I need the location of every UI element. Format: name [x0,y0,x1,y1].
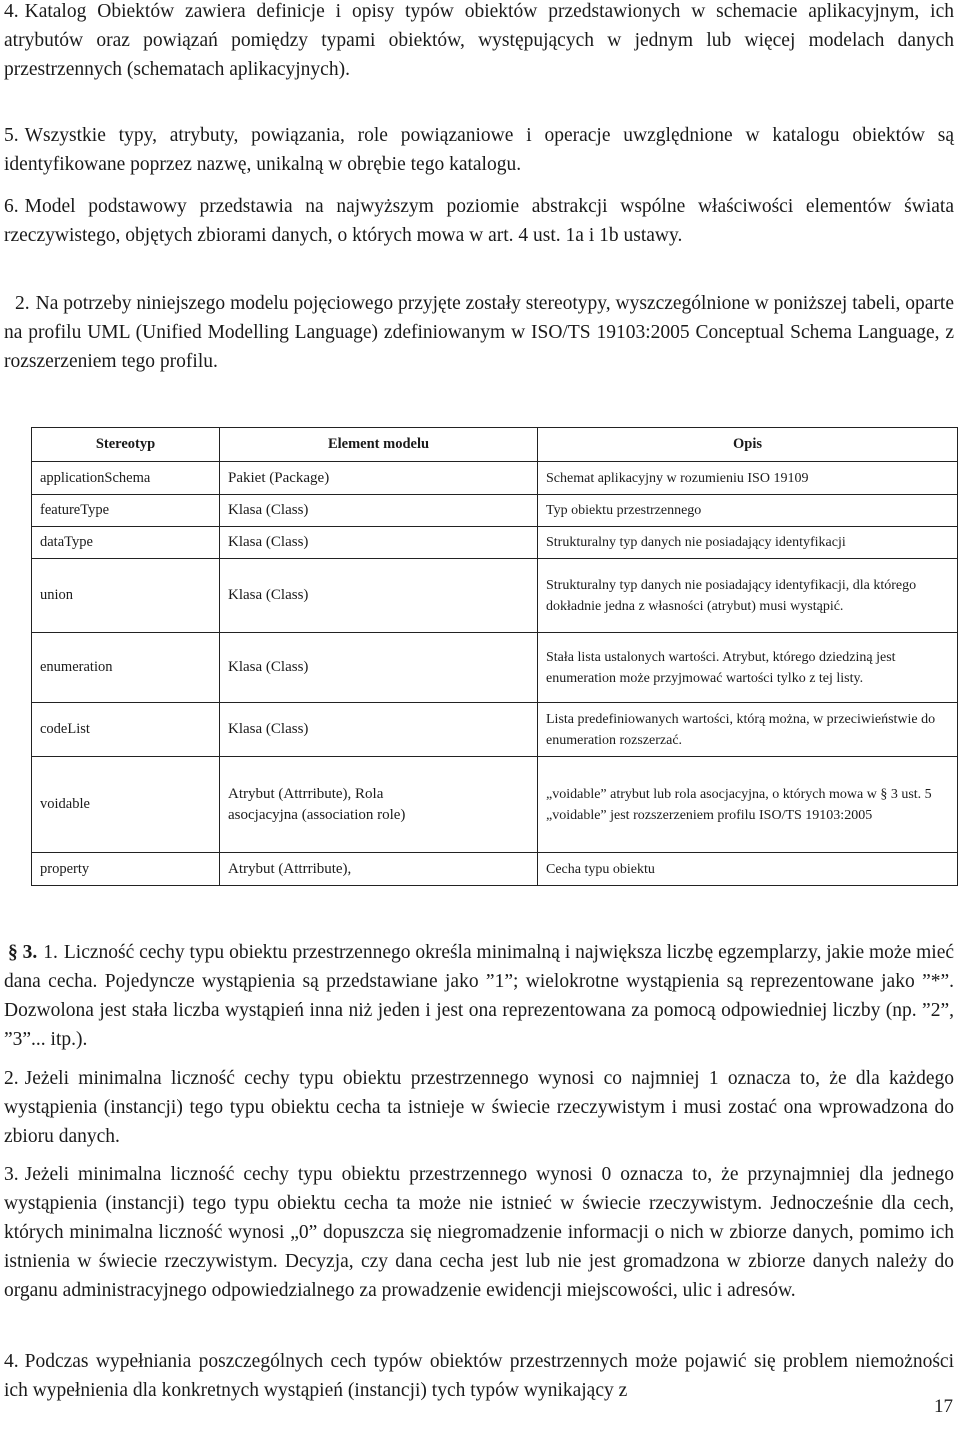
page-number: 17 [934,1396,953,1417]
paragraph-text: Podczas wypełniania poszczególnych cech typów obiektów przestrzennych może pojawić się problem niemożności ich wypełnienia dla konkretnych wystąpień (instancji) tych typów wynikający z [4,1351,954,1401]
paragraph-number: 2. [4,1068,19,1089]
table-cell: Klasa (Class) [220,495,538,527]
section-3-paragraph-3 [4,1160,954,1305]
table-cell: Klasa (Class) [220,633,538,703]
table-cell: Cecha typu obiektu [538,853,958,886]
table-cell: Atrybut (Attrribute), Rola asocjacyjna (association role) [220,757,538,853]
table-row [32,495,958,527]
paragraph-text: Wszystkie typy, atrybuty, powiązania, role powiązaniowe i operacje uwzględnione w katalogu obiektów są identyfikowane poprzez nazwę, unikalną w obrębie tego katalogu. [4,125,954,175]
stereotype-table [31,427,958,886]
table-cell: property [32,853,220,886]
table-cell: applicationSchema [32,462,220,495]
section-3-paragraph-2 [4,1064,954,1151]
table-cell: Schemat aplikacyjny w rozumieniu ISO 19109 [538,462,958,495]
table-cell: Strukturalny typ danych nie posiadający identyfikacji, dla którego dokładnie jedna z własności (atrybut) musi wystąpić. [538,559,958,633]
table-cell: voidable [32,757,220,853]
paragraph-number: 5. [4,125,19,146]
table-cell: Klasa (Class) [220,703,538,757]
table-cell: codeList [32,703,220,757]
paragraph-text: Katalog Obiektów zawiera definicje i opisy typów obiektów przedstawionych w schemacie aplikacyjnym, ich atrybutów oraz powiązań pomiędzy typami obiektów, występujących w jednym lub więcej modelach danych przestrzennych (schematach aplikacyjnych). [4,1,954,80]
table-cell: Typ obiektu przestrzennego [538,495,958,527]
table-cell: featureType [32,495,220,527]
paragraph-number: 4. [4,1,19,22]
paragraph-4 [4,0,954,84]
table-cell: Lista predefiniowanych wartości, którą można, w przeciwieństwie do enumeration rozszerzać. [538,703,958,757]
paragraph-2 [4,289,954,376]
paragraph-5 [4,121,954,179]
table-cell: union [32,559,220,633]
paragraph-number: 4. [4,1351,19,1372]
column-header: Stereotyp [32,428,220,462]
table-cell: Klasa (Class) [220,559,538,633]
table-row [32,527,958,559]
section-3-paragraph-4 [4,1347,954,1405]
paragraph-number: 6. [4,196,19,217]
table-row [32,559,958,633]
paragraph-text: Model podstawowy przedstawia na najwyższym poziomie abstrakcji wspólne właściwości elementów świata rzeczywistego, objętych zbiorami danych, o których mowa w art. 4 ust. 1a i 1b ustawy. [4,196,954,246]
section-3-paragraph-1 [4,938,954,1054]
paragraph-text: Jeżeli minimalna liczność cechy typu obiektu przestrzennego wynosi 0 oznacza to, że przynajmniej dla jednego wystąpienia (instancji) tego typu obiektu cecha ta może nie istnieć w świecie rzeczywistym. Jednocześnie dla cech, których minimalna liczność wynosi „0” dopuszcza się niegromadzenie informacji o nich w zbiorze danych, pomimo ich istnienia w świecie rzeczywistym. Decyzja, czy dana cecha jest lub nie jest gromadzona w zbiorze danych należy do organu administracyjnego odpowiedzialnego za prowadzenie ewidencji miejscowości, ulic i adresów. [4,1164,954,1301]
table-row [32,633,958,703]
paragraph-6 [4,192,954,250]
column-header: Element modelu [220,428,538,462]
paragraph-number: 2. [15,293,30,314]
section-heading: § 3. [8,942,38,963]
table-cell: enumeration [32,633,220,703]
column-header: Opis [538,428,958,462]
paragraph-text: Na potrzeby niniejszego modelu pojęciowego przyjęte zostały stereotypy, wyszczególnione w poniższej tabeli, oparte na profilu UML (Unified Modelling Language) zdefiniowanym w ISO/TS 19103:2005 Conceptual Schema Language, z rozszerzeniem tego profilu. [4,293,954,372]
table-cell: Stała lista ustalonych wartości. Atrybut, którego dziedziną jest enumeration może przyjmować wartości tylko z tej listy. [538,633,958,703]
table-row [32,757,958,853]
table-row [32,853,958,886]
table-row [32,703,958,757]
table-cell: Klasa (Class) [220,527,538,559]
table-cell: Pakiet (Package) [220,462,538,495]
table-cell: Strukturalny typ danych nie posiadający identyfikacji [538,527,958,559]
paragraph-text: Liczność cechy typu obiektu przestrzennego określa minimalną i największa liczbę egzemplarzy, jakie może mieć dana cecha. Pojedyncze wystąpienia są przedstawiane jako ”1”; wielokrotne wystąpienia są reprezentowane jako ”*”. Dozwolona jest stała liczba wystąpień inna niż jeden i jest ona reprezentowana za pomocą odpowiedniej liczby (np. ”2”, ”3”... itp.). [4,942,954,1050]
table-cell: dataType [32,527,220,559]
paragraph-number: 3. [4,1164,19,1185]
paragraph-number: 1. [43,942,58,963]
table-header-row [32,428,958,462]
paragraph-text: Jeżeli minimalna liczność cechy typu obiektu przestrzennego wynosi co najmniej 1 oznacza to, że dla każdego wystąpienia (instancji) tego typu obiektu cecha ta istnieje w świecie rzeczywistym i musi zostać ona wprowadzona do zbioru danych. [4,1068,954,1147]
table-cell: „voidable” atrybut lub rola asocjacyjna, o których mowa w § 3 ust. 5 „voidable” jest rozszerzeniem profilu ISO/TS 19103:2005 [538,757,958,853]
table-cell: Atrybut (Attrribute), [220,853,538,886]
table-row [32,462,958,495]
